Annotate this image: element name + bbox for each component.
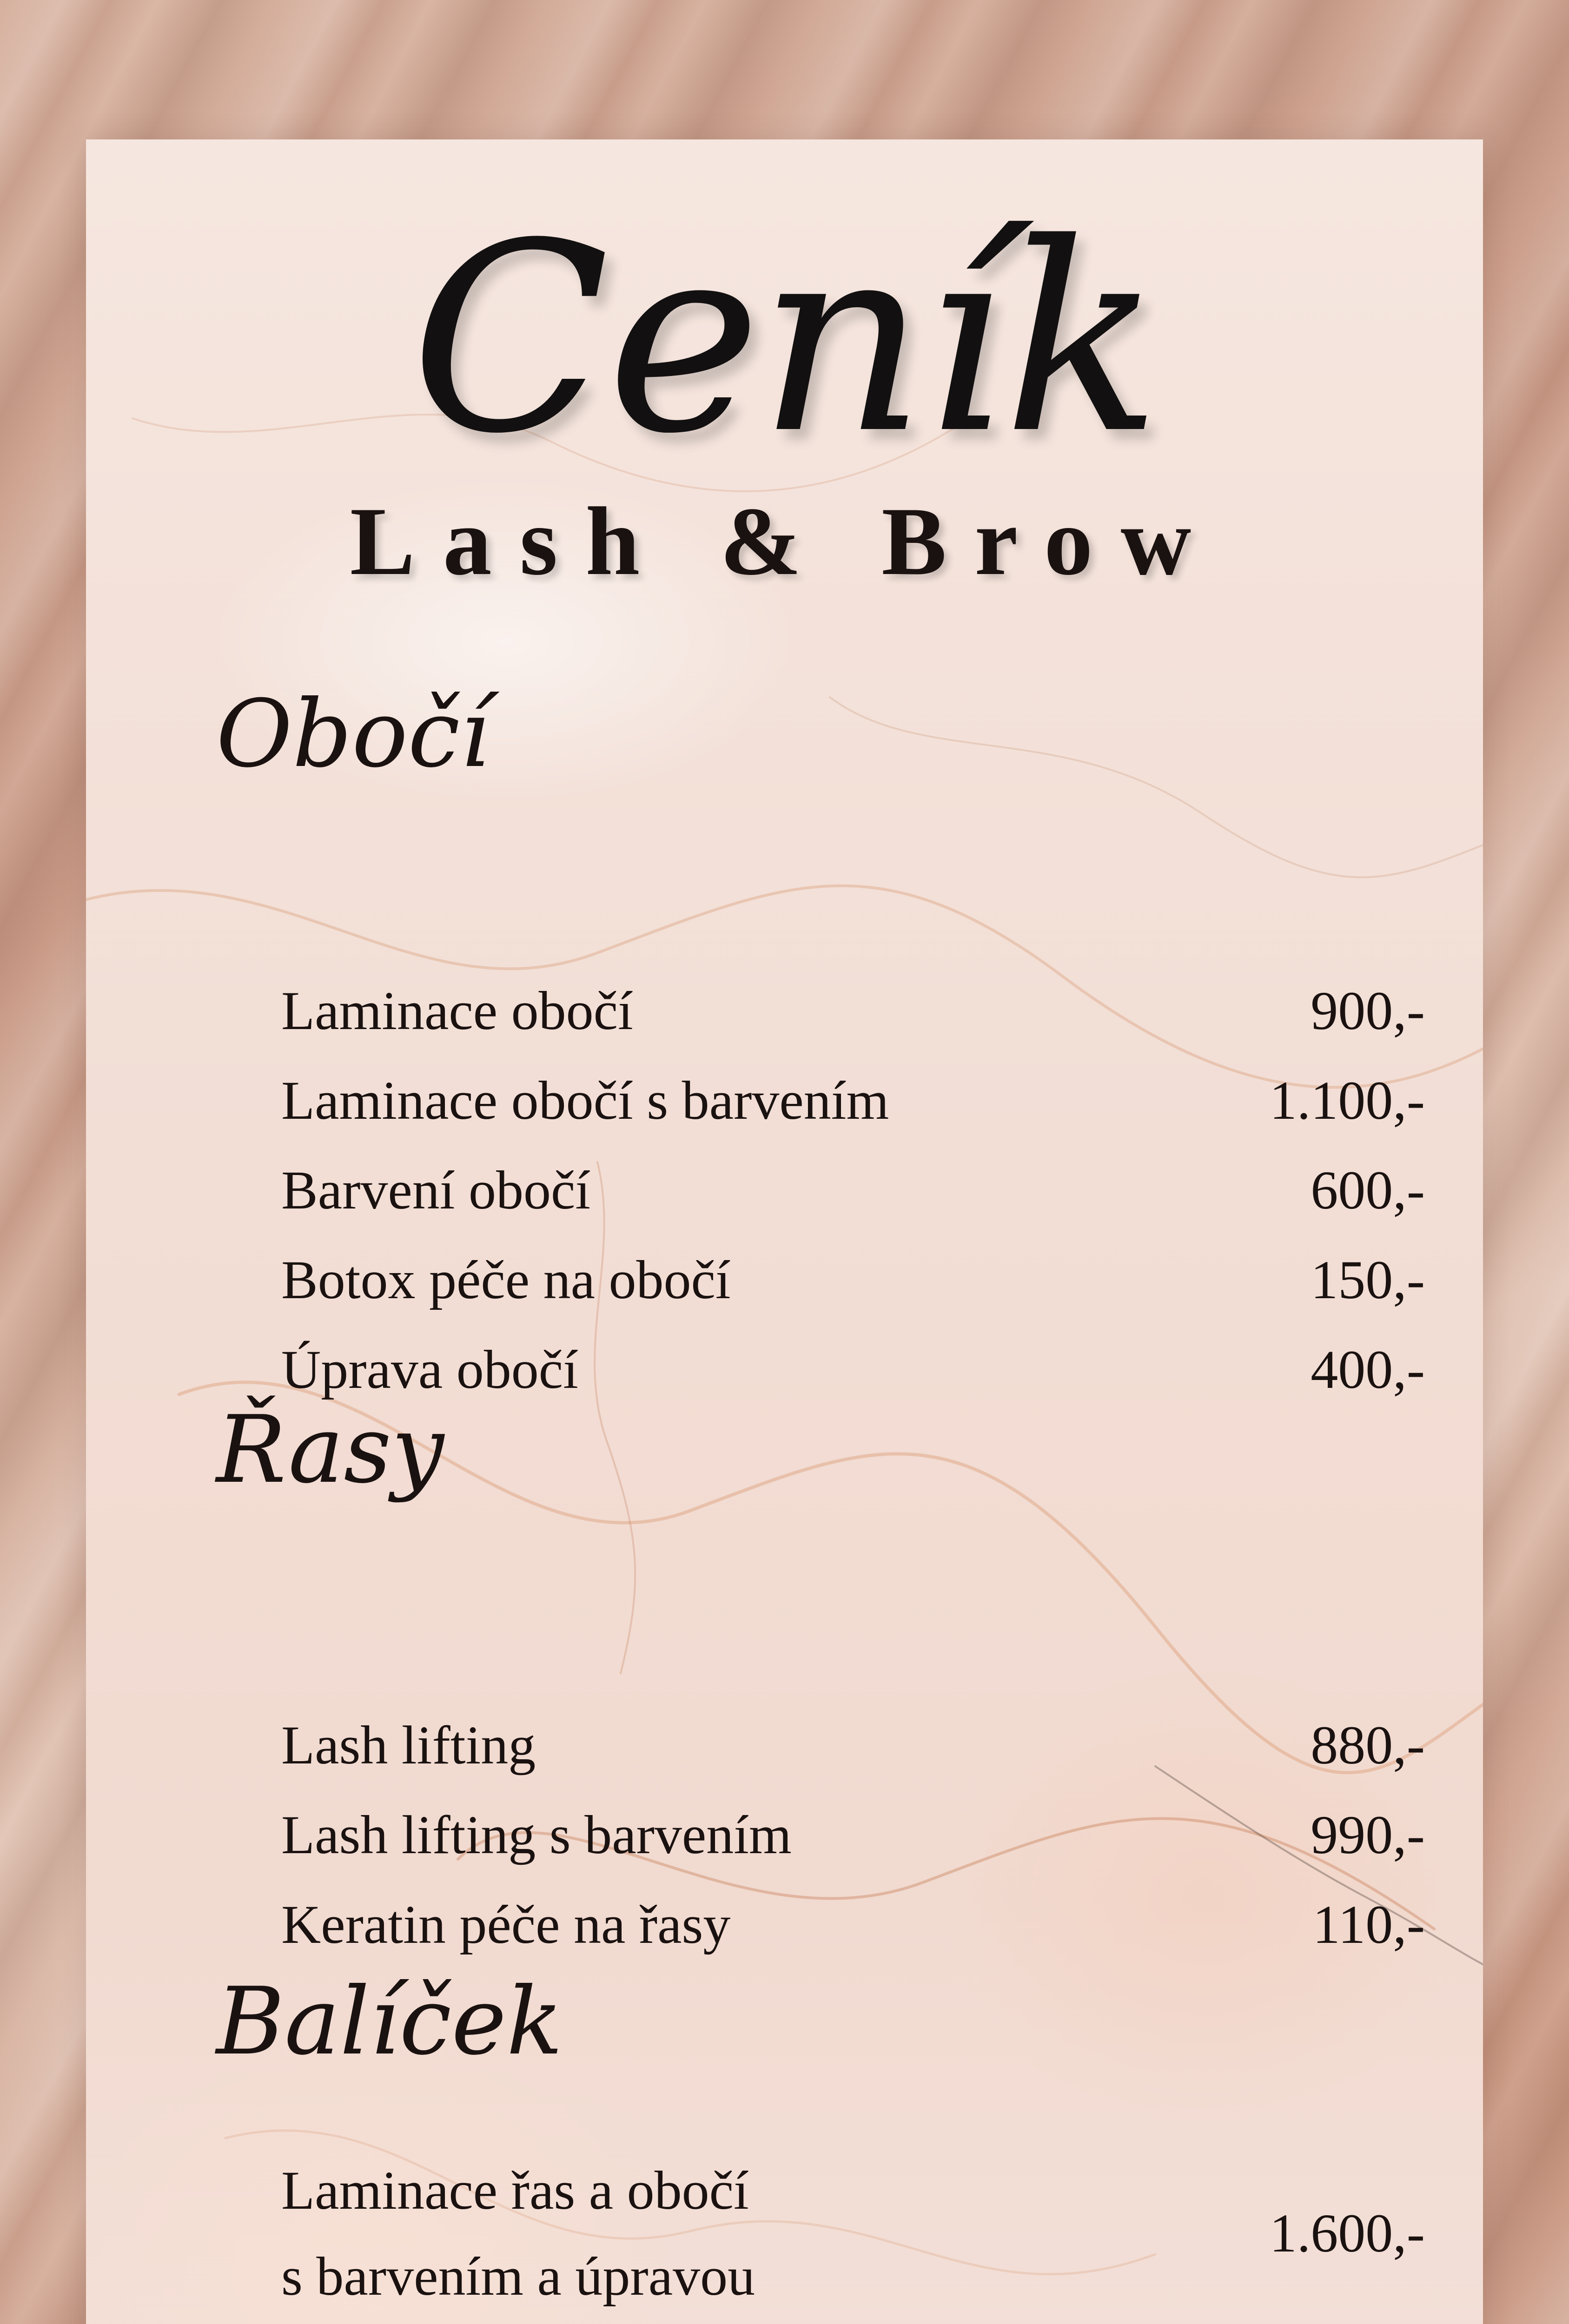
service-name: Keratin péče na řasy	[281, 1894, 731, 1955]
list-item	[281, 1800, 1425, 1870]
service-name: Botox péče na obočí	[281, 1249, 731, 1310]
list-item	[281, 1066, 1425, 1136]
service-name: Úprava obočí	[281, 1339, 578, 1400]
list-item	[281, 1890, 1425, 1960]
service-name: Lash lifting s barvením	[281, 1804, 792, 1865]
price-list-card	[86, 139, 1483, 2324]
list-item	[281, 1245, 1425, 1315]
service-price: 1.100,-	[1269, 1070, 1425, 1131]
service-price: 400,-	[1311, 1339, 1425, 1400]
list-item	[281, 1155, 1425, 1225]
service-price: 990,-	[1311, 1804, 1425, 1865]
subtitle: Lash & Brow	[350, 488, 1219, 595]
section-title-rasy: Řasy	[216, 1396, 444, 1504]
package-name	[281, 2147, 755, 2319]
section-title-oboci: Obočí	[216, 680, 490, 788]
service-price: 880,-	[1311, 1715, 1425, 1776]
list-item	[281, 976, 1425, 1046]
package-name-line2: s barvením a úpravou	[281, 2246, 755, 2307]
script-title: Ceník	[410, 188, 1159, 491]
service-price: 900,-	[1311, 980, 1425, 1041]
service-price: 110,-	[1312, 1894, 1425, 1955]
service-price: 150,-	[1311, 1249, 1425, 1310]
list-item	[281, 2140, 1425, 2324]
service-name: Barvení obočí	[281, 1160, 591, 1221]
service-name: Lash lifting	[281, 1715, 536, 1776]
service-name: Laminace obočí	[281, 980, 633, 1041]
package-price: 1.600,-	[1269, 2203, 1425, 2264]
service-name: Laminace obočí s barvením	[281, 1070, 889, 1131]
section-title-balicek: Balíček	[216, 1967, 563, 2076]
service-price: 600,-	[1311, 1160, 1425, 1221]
list-item	[281, 1335, 1425, 1405]
list-item	[281, 1710, 1425, 1780]
package-name-line1: Laminace řas a obočí	[281, 2160, 749, 2221]
